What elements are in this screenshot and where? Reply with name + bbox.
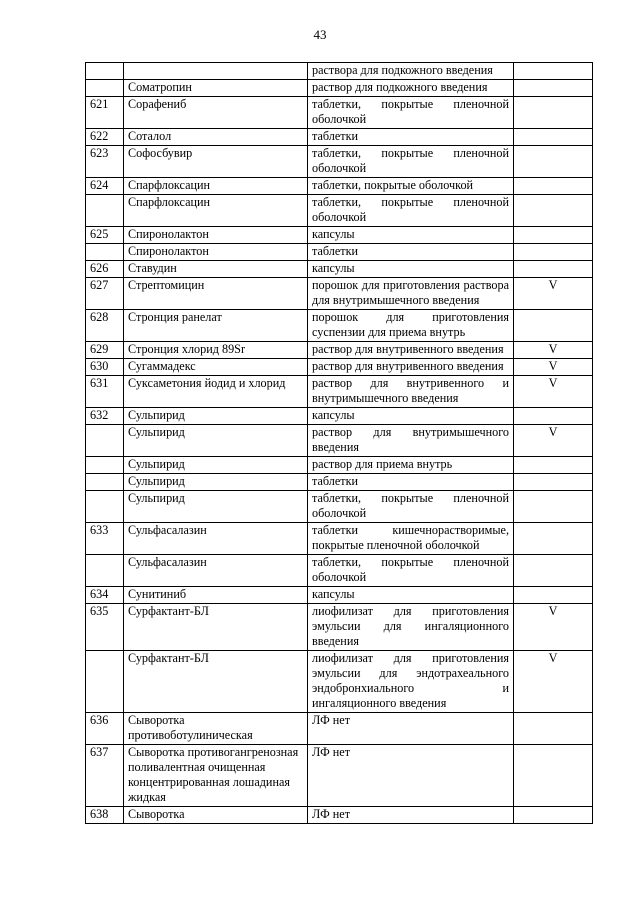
table-row: [86, 244, 593, 261]
table-row: [86, 178, 593, 195]
drug-name: Спарфлоксацин: [124, 178, 308, 195]
dosage-form: таблетки, покрытые пленочной оболочкой: [308, 146, 514, 178]
row-number: [86, 651, 124, 713]
row-number: 624: [86, 178, 124, 195]
dosage-form: раствор для приема внутрь: [308, 457, 514, 474]
row-number: 635: [86, 604, 124, 651]
dosage-form: таблетки, покрытые пленочной оболочкой: [308, 195, 514, 227]
dosage-form: раствор для внутривенного и внутримышечного введения: [308, 376, 514, 408]
vital-mark: [514, 745, 593, 807]
drug-name: Сульфасалазин: [124, 523, 308, 555]
drug-name: Ставудин: [124, 261, 308, 278]
vital-mark: V: [514, 604, 593, 651]
row-number: 637: [86, 745, 124, 807]
drug-name: Сульпирид: [124, 491, 308, 523]
dosage-form: раствор для внутривенного введения: [308, 342, 514, 359]
row-number: 634: [86, 587, 124, 604]
dosage-form: таблетки, покрытые пленочной оболочкой: [308, 555, 514, 587]
table-row: [86, 63, 593, 80]
dosage-form: ЛФ нет: [308, 713, 514, 745]
drug-name: Сыворотка противоботулиническая: [124, 713, 308, 745]
drug-name: Сульфасалазин: [124, 555, 308, 587]
drug-name: Сульпирид: [124, 408, 308, 425]
dosage-form: таблетки: [308, 244, 514, 261]
vital-mark: V: [514, 342, 593, 359]
row-number: 622: [86, 129, 124, 146]
vital-mark: [514, 457, 593, 474]
table-row: [86, 457, 593, 474]
table-row: [86, 587, 593, 604]
drug-name: Сульпирид: [124, 457, 308, 474]
vital-mark: [514, 491, 593, 523]
dosage-form: раствора для подкожного введения: [308, 63, 514, 80]
row-number: 629: [86, 342, 124, 359]
vital-mark: [514, 261, 593, 278]
table-row: [86, 523, 593, 555]
row-number: 627: [86, 278, 124, 310]
drug-name: Сыворотка: [124, 807, 308, 824]
dosage-form: капсулы: [308, 227, 514, 244]
dosage-form: раствор для внутримышечного введения: [308, 425, 514, 457]
drug-name: Сыворотка противогангренозная поливалентная очищенная концентрированная лошадиная жидкая: [124, 745, 308, 807]
row-number: 626: [86, 261, 124, 278]
row-number: 636: [86, 713, 124, 745]
table-row: [86, 129, 593, 146]
drug-name: Спиронолактон: [124, 227, 308, 244]
row-number: [86, 425, 124, 457]
vital-mark: V: [514, 278, 593, 310]
vital-mark: [514, 523, 593, 555]
dosage-form: порошок для приготовления суспензии для приема внутрь: [308, 310, 514, 342]
table-row: [86, 310, 593, 342]
drug-name: Стронция ранелат: [124, 310, 308, 342]
drug-name: [124, 63, 308, 80]
vital-mark: [514, 129, 593, 146]
table-row: [86, 425, 593, 457]
table-row: [86, 474, 593, 491]
dosage-form: раствор для внутривенного введения: [308, 359, 514, 376]
page-number: 43: [313, 27, 327, 42]
vital-mark: [514, 195, 593, 227]
row-number: 625: [86, 227, 124, 244]
dosage-form: раствор для подкожного введения: [308, 80, 514, 97]
vital-mark: [514, 713, 593, 745]
table-row: [86, 342, 593, 359]
drug-name: Суксаметония йодид и хлорид: [124, 376, 308, 408]
vital-mark: [514, 474, 593, 491]
vital-mark: V: [514, 376, 593, 408]
table-row: [86, 261, 593, 278]
row-number: [86, 80, 124, 97]
drug-name: Сульпирид: [124, 474, 308, 491]
table-row: [86, 555, 593, 587]
table-row: [86, 408, 593, 425]
table-row: [86, 745, 593, 807]
dosage-form: таблетки: [308, 129, 514, 146]
table-row: [86, 491, 593, 523]
drug-name: Соталол: [124, 129, 308, 146]
row-number: 633: [86, 523, 124, 555]
vital-mark: [514, 227, 593, 244]
table-row: [86, 651, 593, 713]
vital-mark: [514, 80, 593, 97]
row-number: [86, 474, 124, 491]
row-number: [86, 491, 124, 523]
vital-mark: V: [514, 425, 593, 457]
dosage-form: капсулы: [308, 261, 514, 278]
vital-mark: [514, 97, 593, 129]
dosage-form: таблетки кишечнорастворимые, покрытые пленочной оболочкой: [308, 523, 514, 555]
drug-name: Соматропин: [124, 80, 308, 97]
row-number: [86, 195, 124, 227]
table-row: [86, 80, 593, 97]
dosage-form: таблетки: [308, 474, 514, 491]
drug-name: Сурфактант-БЛ: [124, 651, 308, 713]
dosage-form: таблетки, покрытые пленочной оболочкой: [308, 97, 514, 129]
dosage-form: капсулы: [308, 587, 514, 604]
row-number: [86, 457, 124, 474]
row-number: [86, 555, 124, 587]
drug-name: Сугаммадекс: [124, 359, 308, 376]
dosage-form: ЛФ нет: [308, 745, 514, 807]
table-row: [86, 146, 593, 178]
vital-mark: [514, 807, 593, 824]
dosage-form: лиофилизат для приготовления эмульсии для ингаляционного введения: [308, 604, 514, 651]
vital-mark: [514, 178, 593, 195]
dosage-form: таблетки, покрытые оболочкой: [308, 178, 514, 195]
table-row: [86, 278, 593, 310]
table-row: [86, 713, 593, 745]
dosage-form: ЛФ нет: [308, 807, 514, 824]
drug-name: Спиронолактон: [124, 244, 308, 261]
drug-table: [85, 62, 593, 824]
vital-mark: [514, 310, 593, 342]
vital-mark: V: [514, 651, 593, 713]
drug-table-body: [86, 63, 593, 824]
dosage-form: капсулы: [308, 408, 514, 425]
vital-mark: [514, 146, 593, 178]
table-row: [86, 376, 593, 408]
drug-name: Сунитиниб: [124, 587, 308, 604]
drug-name: Стрептомицин: [124, 278, 308, 310]
table-row: [86, 604, 593, 651]
vital-mark: V: [514, 359, 593, 376]
row-number: 631: [86, 376, 124, 408]
drug-name: Стронция хлорид 89Sr: [124, 342, 308, 359]
row-number: 628: [86, 310, 124, 342]
vital-mark: [514, 587, 593, 604]
table-row: [86, 359, 593, 376]
table-row: [86, 195, 593, 227]
row-number: 638: [86, 807, 124, 824]
dosage-form: порошок для приготовления раствора для внутримышечного введения: [308, 278, 514, 310]
row-number: 632: [86, 408, 124, 425]
drug-name: Софосбувир: [124, 146, 308, 178]
table-row: [86, 227, 593, 244]
vital-mark: [514, 244, 593, 261]
table-row: [86, 807, 593, 824]
vital-mark: [514, 555, 593, 587]
row-number: 630: [86, 359, 124, 376]
drug-name: Спарфлоксацин: [124, 195, 308, 227]
drug-name: Сурфактант-БЛ: [124, 604, 308, 651]
row-number: 621: [86, 97, 124, 129]
drug-name: Сульпирид: [124, 425, 308, 457]
row-number: [86, 244, 124, 261]
vital-mark: [514, 408, 593, 425]
dosage-form: лиофилизат для приготовления эмульсии для эндотрахеального эндобронхиального и ингаляционного введения: [308, 651, 514, 713]
dosage-form: таблетки, покрытые пленочной оболочкой: [308, 491, 514, 523]
table-row: [86, 97, 593, 129]
row-number: [86, 63, 124, 80]
drug-name: Сорафениб: [124, 97, 308, 129]
row-number: 623: [86, 146, 124, 178]
vital-mark: [514, 63, 593, 80]
